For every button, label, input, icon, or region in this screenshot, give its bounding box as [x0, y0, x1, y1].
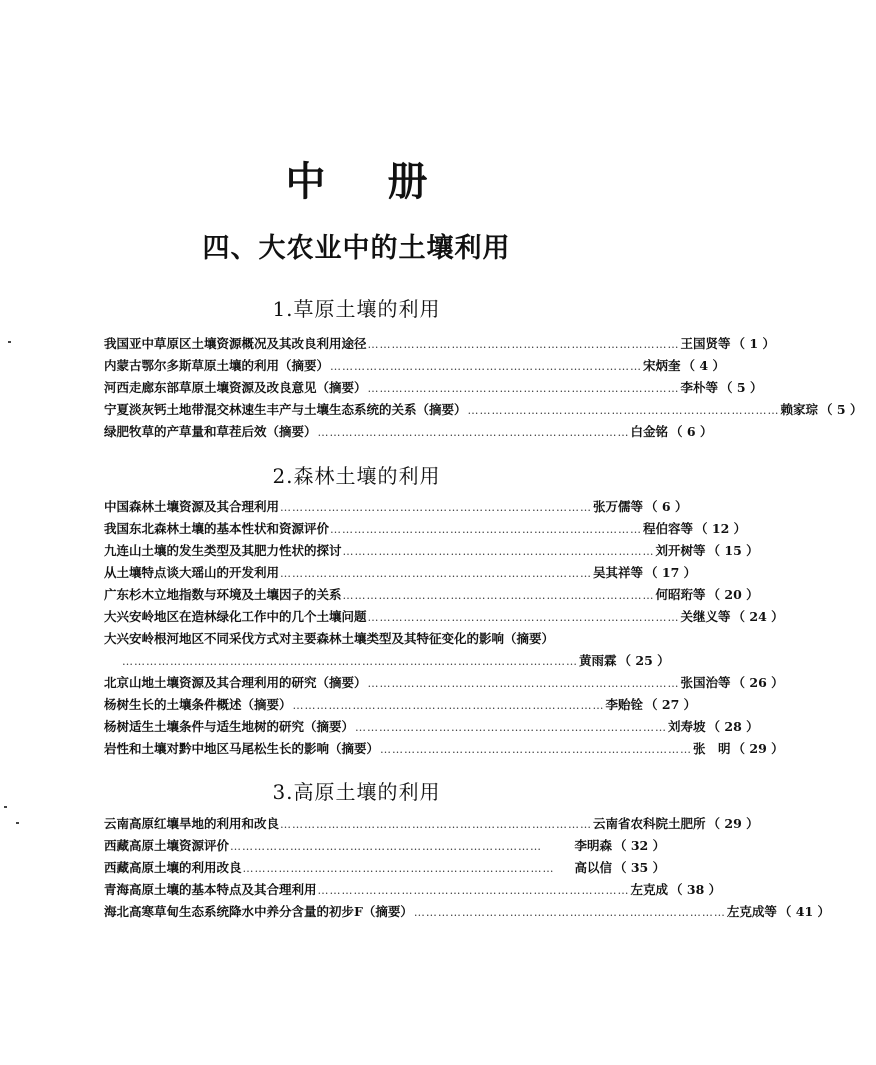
leader-dots: ……………………………………………………………………	[330, 523, 643, 536]
entry-page: （ 12 ）	[695, 521, 747, 536]
toc-section-forest	[104, 497, 784, 761]
entry-title: 西藏高原土壤资源评价	[104, 838, 230, 853]
entry-title: 杨树生长的土壤条件概述（摘要）	[104, 697, 292, 712]
entry-title: 大兴安岭根河地区不同采伐方式对主要森林土壤类型及其特征变化的影响（摘要）	[104, 631, 555, 646]
entry-title: 绿肥牧草的产草量和草茬后效（摘要）	[104, 424, 317, 439]
leader-dots: ……………………………………………………………………	[330, 360, 643, 373]
toc-entry[interactable]	[104, 695, 697, 717]
entry-title: 西藏高原土壤的利用改良	[104, 860, 242, 875]
entry-page: （ 24 ）	[732, 609, 784, 624]
toc-entry[interactable]	[104, 858, 670, 880]
entry-page: （ 5 ）	[820, 402, 863, 417]
entry-title: 大兴安岭地区在造林绿化工作中的几个土壤问题	[104, 609, 367, 624]
leader-dots: ……………………………………………………………………	[230, 840, 543, 853]
entry-page: （ 27 ）	[645, 697, 697, 712]
part-title: 四、大农业中的土壤利用	[202, 233, 511, 264]
leader-dots: ……………………………………………………………………	[413, 906, 726, 919]
entry-page: （ 35 ）	[614, 860, 666, 875]
entry-title: 我国亚中草原区土壤资源概况及其改良利用途径	[104, 336, 367, 351]
entry-page: （ 29 ）	[732, 741, 784, 756]
entry-page: （ 25 ）	[618, 653, 670, 668]
entry-title: 中国森林土壤资源及其合理利用	[104, 499, 280, 514]
entry-author: 白金铭	[630, 424, 669, 439]
toc-entry[interactable]	[104, 814, 759, 836]
leader-dots: ……………………………………………………………………	[342, 545, 655, 558]
leader-dots: ……………………………………………………………………………………………………	[122, 655, 578, 668]
toc-entry[interactable]	[104, 541, 759, 563]
leader-dots: ……………………………………………………………………	[367, 338, 680, 351]
entry-title: 我国东北森林土壤的基本性状和资源评价	[104, 521, 330, 536]
toc-entry[interactable]	[104, 836, 670, 858]
leader-dots: ……………………………………………………………………	[242, 862, 555, 875]
entry-author: 刘寿坡	[668, 719, 706, 734]
entry-page: （ 29 ）	[707, 816, 759, 831]
leader-dots: ……………………………………………………………………	[355, 721, 668, 734]
scan-mark	[4, 806, 7, 808]
entry-page: （ 15 ）	[707, 543, 759, 558]
entry-page: （ 5 ）	[720, 380, 763, 395]
volume-title: 中册	[285, 158, 490, 205]
toc-entry[interactable]	[104, 400, 863, 422]
entry-author: 左克成	[630, 882, 669, 897]
toc-entry[interactable]	[104, 356, 725, 378]
entry-author: 张国治等	[680, 675, 731, 690]
entry-title: 岩性和土壤对黔中地区马尾松生长的影响（摘要）	[104, 741, 380, 756]
entry-author: 张万儒等	[593, 499, 644, 514]
leader-dots: ……………………………………………………………………	[367, 611, 680, 624]
leader-dots: ……………………………………………………………………	[467, 404, 780, 417]
entry-page: （ 1 ）	[732, 336, 775, 351]
entry-page: （ 26 ）	[732, 675, 784, 690]
toc-entry-continuation[interactable]	[104, 651, 670, 673]
leader-dots: ……………………………………………………………………	[367, 677, 680, 690]
entry-title: 从土壤特点谈大瑶山的开发利用	[104, 565, 280, 580]
leader-dots: ……………………………………………………………………	[292, 699, 605, 712]
scan-mark	[8, 341, 11, 343]
entry-title: 北京山地土壤资源及其合理利用的研究（摘要）	[104, 675, 367, 690]
leader-dots: ……………………………………………………………………	[367, 382, 680, 395]
leader-dots: ……………………………………………………………………	[280, 818, 593, 831]
scan-mark	[16, 822, 19, 824]
toc-entry[interactable]	[104, 497, 688, 519]
entry-title: 内蒙古鄂尔多斯草原土壤的利用（摘要）	[104, 358, 330, 373]
toc-entry[interactable]	[104, 739, 784, 761]
entry-page: （ 20 ）	[707, 587, 759, 602]
entry-author: 李明森	[574, 838, 612, 853]
entry-author: 何昭珩等	[655, 587, 706, 602]
toc-entry[interactable]	[104, 585, 759, 607]
leader-dots: ……………………………………………………………………	[342, 589, 655, 602]
entry-author: 程伯容等	[643, 521, 694, 536]
entry-title: 河西走廊东部草原土壤资源及改良意见（摘要）	[104, 380, 367, 395]
entry-page: （ 32 ）	[614, 838, 666, 853]
toc-entry[interactable]	[104, 717, 759, 739]
entry-author: 黄雨霖	[579, 653, 617, 668]
entry-page: （ 6 ）	[670, 424, 713, 439]
toc-entry-long-title[interactable]	[104, 629, 670, 651]
entry-author: 李朴等	[680, 380, 719, 395]
entry-author: 云南省农科院土肥所	[593, 816, 706, 831]
entry-author: 张 明	[693, 741, 731, 756]
entry-page: （ 41 ）	[778, 904, 831, 919]
entry-page: （ 28 ）	[707, 719, 759, 734]
toc-section-plateau	[104, 814, 831, 924]
entry-page: （ 6 ）	[645, 499, 688, 514]
toc-entry[interactable]	[104, 880, 722, 902]
entry-author: 王国贤等	[680, 336, 731, 351]
leader-dots: ……………………………………………………………………	[280, 501, 593, 514]
section-title-forest: 2.森林土壤的利用	[272, 464, 441, 488]
entry-author: 宋炳奎	[643, 358, 681, 373]
toc-entry[interactable]	[104, 378, 763, 400]
entry-page: （ 17 ）	[645, 565, 697, 580]
leader-dots: ……………………………………………………………………	[317, 884, 630, 897]
toc-entry[interactable]	[104, 563, 697, 585]
leader-dots: ……………………………………………………………………	[317, 426, 630, 439]
entry-title: 广东杉木立地指数与环境及土壤因子的关系	[104, 587, 342, 602]
entry-author: 高以信	[574, 860, 612, 875]
entry-title: 青海高原土壤的基本特点及其合理利用	[104, 882, 317, 897]
entry-title: 宁夏淡灰钙土地带混交林速生丰产与土壤生态系统的关系（摘要）	[104, 402, 467, 417]
leader-dots: ……………………………………………………………………	[380, 743, 693, 756]
entry-author: 关继义等	[680, 609, 731, 624]
toc-entry[interactable]	[104, 902, 831, 924]
entry-title: 杨树适生土壤条件与适生地树的研究（摘要）	[104, 719, 355, 734]
toc-entry[interactable]	[104, 422, 713, 444]
entry-author: 左克成等	[726, 904, 777, 919]
toc-section-grassland	[104, 334, 863, 444]
entry-author: 赖家琮	[780, 402, 819, 417]
toc-entry[interactable]	[104, 673, 784, 695]
section-title-plateau: 3.高原土壤的利用	[272, 780, 441, 804]
entry-author: 吴其祥等	[593, 565, 644, 580]
entry-page: （ 38 ）	[670, 882, 722, 897]
leader-dots: ……………………………………………………………………	[280, 567, 593, 580]
toc-entry[interactable]	[104, 519, 747, 541]
entry-title: 海北高寒草甸生态系统降水中养分含量的初步F（摘要）	[104, 904, 413, 919]
entry-author: 刘开树等	[655, 543, 706, 558]
toc-entry[interactable]	[104, 334, 775, 356]
entry-author: 李贻铨	[605, 697, 644, 712]
entry-title: 九连山土壤的发生类型及其肥力性状的探讨	[104, 543, 342, 558]
section-title-grassland: 1.草原土壤的利用	[272, 297, 441, 321]
entry-title: 云南高原红壤旱地的利用和改良	[104, 816, 280, 831]
toc-entry[interactable]	[104, 607, 784, 629]
entry-page: （ 4 ）	[682, 358, 725, 373]
